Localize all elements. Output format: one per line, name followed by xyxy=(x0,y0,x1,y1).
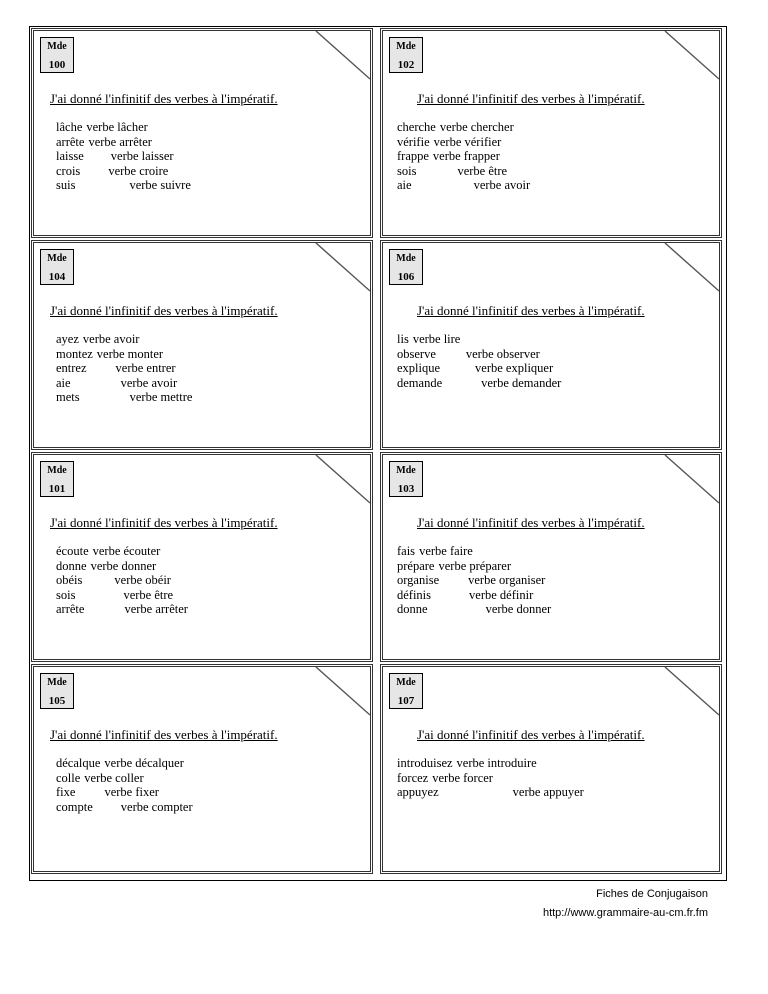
verb-item xyxy=(56,573,188,588)
verb-infinitive: verbe obéir xyxy=(114,573,171,588)
verb-imperative: introduisez xyxy=(397,756,453,770)
folded-corner-icon xyxy=(310,455,370,509)
verb-infinitive: verbe introduire xyxy=(456,756,537,770)
verb-item xyxy=(56,390,192,405)
verb-imperative: montez xyxy=(56,346,93,361)
verb-infinitive: verbe laisser xyxy=(110,149,174,164)
verb-imperative: définis xyxy=(397,587,432,602)
verb-item xyxy=(397,120,530,135)
verb-imperative: fais xyxy=(397,544,416,558)
card-badge xyxy=(40,249,74,285)
card-instruction: J'ai donné l'infinitif des verbes à l'impératif. xyxy=(50,727,278,742)
verb-infinitive: verbe décalquer xyxy=(104,756,184,770)
verb-infinitive: verbe arrêter xyxy=(124,602,188,617)
verb-imperative: décalque xyxy=(56,756,101,770)
verb-item xyxy=(397,785,584,800)
verb-imperative: arrête xyxy=(56,134,85,149)
card-badge-label: Mde xyxy=(396,465,416,476)
verb-imperative: ayez xyxy=(56,332,79,346)
card-instruction: J'ai donné l'infinitif des verbes à l'impératif. xyxy=(50,303,278,318)
card-instruction: J'ai donné l'infinitif des verbes à l'impératif. xyxy=(50,91,278,106)
verb-imperative: crois xyxy=(56,163,81,178)
card-badge-number: 104 xyxy=(48,271,66,283)
verb-item xyxy=(397,588,551,603)
verb-list xyxy=(56,120,191,193)
verb-imperative: colle xyxy=(56,770,81,785)
verb-list xyxy=(397,756,584,800)
card-badge-label: Mde xyxy=(47,677,67,688)
verb-imperative: demande xyxy=(397,375,443,390)
card-badge-label: Mde xyxy=(47,41,67,52)
verb-item xyxy=(56,376,192,391)
verb-imperative: vérifie xyxy=(397,134,430,149)
verb-infinitive: verbe coller xyxy=(84,770,144,785)
verb-item xyxy=(56,332,192,347)
folded-corner-icon xyxy=(659,31,719,85)
card-105 xyxy=(31,664,373,874)
verb-item xyxy=(56,120,191,135)
card-badge xyxy=(40,673,74,709)
card-badge-label: Mde xyxy=(396,41,416,52)
verb-infinitive: verbe organiser xyxy=(468,573,546,588)
verb-item xyxy=(397,756,584,771)
verb-imperative: donne xyxy=(56,558,87,573)
verb-item xyxy=(397,178,530,193)
verb-infinitive: verbe avoir xyxy=(473,178,531,193)
verb-infinitive: verbe chercher xyxy=(439,120,514,134)
verb-imperative: entrez xyxy=(56,361,87,376)
verb-infinitive: verbe être xyxy=(457,163,508,178)
footer-url: http://www.grammaire-au-cm.fr.fm xyxy=(542,907,708,919)
verb-item xyxy=(56,559,188,574)
verb-imperative: organise xyxy=(397,573,440,588)
verb-imperative: observe xyxy=(397,346,436,361)
verb-item xyxy=(56,178,191,193)
verb-list xyxy=(56,756,193,814)
verb-infinitive: verbe avoir xyxy=(82,332,140,346)
verb-infinitive: verbe fixer xyxy=(104,785,159,800)
card-103 xyxy=(380,452,722,662)
verb-imperative: mets xyxy=(56,390,80,405)
verb-imperative: lis xyxy=(397,332,409,346)
verb-list xyxy=(397,120,530,193)
card-107 xyxy=(380,664,722,874)
verb-imperative: appuyez xyxy=(397,785,439,800)
verb-item xyxy=(397,573,551,588)
folded-corner-icon xyxy=(310,243,370,297)
card-badge-label: Mde xyxy=(47,465,67,476)
verb-imperative: compte xyxy=(56,799,93,814)
verb-infinitive: verbe observer xyxy=(465,346,540,361)
card-instruction: J'ai donné l'infinitif des verbes à l'impératif. xyxy=(50,515,278,530)
folded-corner-icon xyxy=(659,243,719,297)
verb-imperative: laisse xyxy=(56,149,84,164)
card-badge-label: Mde xyxy=(396,677,416,688)
verb-item xyxy=(397,602,551,617)
verb-infinitive: verbe donner xyxy=(485,602,552,617)
folded-corner-icon xyxy=(310,667,370,721)
verb-item xyxy=(397,332,561,347)
verb-item xyxy=(397,376,561,391)
verb-item xyxy=(397,544,551,559)
verb-list xyxy=(397,544,551,617)
verb-item xyxy=(56,785,193,800)
card-badge xyxy=(389,37,423,73)
verb-item xyxy=(56,756,193,771)
card-badge xyxy=(40,37,74,73)
verb-infinitive: verbe être xyxy=(123,587,174,602)
verb-imperative: aie xyxy=(56,375,71,390)
verb-infinitive: verbe suivre xyxy=(129,178,191,193)
verb-infinitive: verbe faire xyxy=(419,544,473,558)
verb-infinitive: verbe vérifier xyxy=(433,134,502,149)
verb-imperative: suis xyxy=(56,178,76,193)
verb-item xyxy=(56,361,192,376)
verb-item xyxy=(56,602,188,617)
verb-infinitive: verbe croire xyxy=(108,163,169,178)
verb-item xyxy=(397,347,561,362)
verb-imperative: prépare xyxy=(397,558,435,573)
verb-item xyxy=(56,800,193,815)
footer-title: Fiches de Conjugaison xyxy=(596,888,708,900)
card-badge xyxy=(389,673,423,709)
verb-item xyxy=(397,164,530,179)
verb-infinitive: verbe écouter xyxy=(92,544,161,558)
card-102 xyxy=(380,28,722,238)
card-106 xyxy=(380,240,722,450)
verb-imperative: forcez xyxy=(397,770,429,785)
verb-imperative: fixe xyxy=(56,785,76,800)
card-instruction: J'ai donné l'infinitif des verbes à l'impératif. xyxy=(417,727,645,742)
verb-imperative: sois xyxy=(397,163,417,178)
verb-item xyxy=(397,135,530,150)
verb-list xyxy=(56,544,188,617)
card-instruction: J'ai donné l'infinitif des verbes à l'impératif. xyxy=(417,303,645,318)
card-badge xyxy=(40,461,74,497)
card-101 xyxy=(31,452,373,662)
verb-imperative: aie xyxy=(397,178,412,193)
verb-item xyxy=(56,544,188,559)
verb-infinitive: verbe donner xyxy=(90,558,157,573)
verb-infinitive: verbe entrer xyxy=(115,361,176,376)
verb-imperative: écoute xyxy=(56,544,89,558)
folded-corner-icon xyxy=(659,455,719,509)
verb-item xyxy=(56,149,191,164)
verb-item xyxy=(397,361,561,376)
verb-infinitive: verbe expliquer xyxy=(475,361,554,376)
verb-item xyxy=(56,588,188,603)
card-instruction: J'ai donné l'infinitif des verbes à l'impératif. xyxy=(417,515,645,530)
card-badge-number: 103 xyxy=(397,483,415,495)
verb-imperative: cherche xyxy=(397,120,436,134)
verb-item xyxy=(56,135,191,150)
card-badge-number: 100 xyxy=(48,59,66,71)
folded-corner-icon xyxy=(659,667,719,721)
folded-corner-icon xyxy=(310,31,370,85)
verb-imperative: frappe xyxy=(397,149,429,164)
verb-item xyxy=(56,771,193,786)
verb-infinitive: verbe monter xyxy=(96,346,164,361)
verb-item xyxy=(397,559,551,574)
verb-infinitive: verbe frapper xyxy=(432,149,500,164)
card-badge-label: Mde xyxy=(47,253,67,264)
verb-infinitive: verbe lire xyxy=(412,332,461,346)
verb-item xyxy=(56,164,191,179)
verb-infinitive: verbe préparer xyxy=(438,558,512,573)
card-badge xyxy=(389,249,423,285)
verb-imperative: donne xyxy=(397,602,428,617)
verb-infinitive: verbe arrêter xyxy=(88,134,152,149)
verb-infinitive: verbe forcer xyxy=(432,770,493,785)
card-badge xyxy=(389,461,423,497)
verb-infinitive: verbe mettre xyxy=(129,390,193,405)
verb-list xyxy=(56,332,192,405)
card-badge-number: 107 xyxy=(397,695,415,707)
card-100 xyxy=(31,28,373,238)
card-badge-number: 102 xyxy=(397,59,415,71)
card-badge-number: 101 xyxy=(48,483,66,495)
card-badge-number: 106 xyxy=(397,271,415,283)
verb-infinitive: verbe demander xyxy=(481,375,562,390)
card-instruction: J'ai donné l'infinitif des verbes à l'impératif. xyxy=(417,91,645,106)
verb-infinitive: verbe lâcher xyxy=(86,120,148,134)
card-badge-number: 105 xyxy=(48,695,66,707)
verb-infinitive: verbe définir xyxy=(469,587,534,602)
verb-imperative: sois xyxy=(56,587,76,602)
verb-list xyxy=(397,332,561,390)
card-104 xyxy=(31,240,373,450)
card-badge-label: Mde xyxy=(396,253,416,264)
verb-infinitive: verbe appuyer xyxy=(512,785,584,800)
verb-infinitive: verbe avoir xyxy=(120,375,178,390)
verb-infinitive: verbe compter xyxy=(120,799,193,814)
verb-item xyxy=(397,771,584,786)
verb-imperative: lâche xyxy=(56,120,83,134)
verb-item xyxy=(397,149,530,164)
verb-item xyxy=(56,347,192,362)
verb-imperative: arrête xyxy=(56,602,85,617)
verb-imperative: obéis xyxy=(56,573,83,588)
verb-imperative: explique xyxy=(397,361,441,376)
